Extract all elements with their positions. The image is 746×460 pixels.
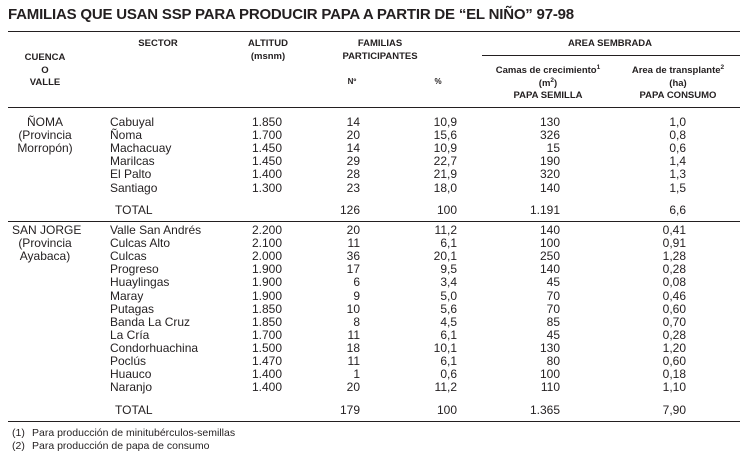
cell-altitud: 2.100 bbox=[251, 236, 282, 251]
cell-familias-n: 8 bbox=[353, 314, 360, 329]
cell-altitud: 1.400 bbox=[251, 380, 282, 395]
cell-sector: La Cría bbox=[110, 327, 150, 342]
cell-familias-n: 36 bbox=[346, 249, 360, 264]
cell-transplante-ha: 1,4 bbox=[669, 154, 686, 169]
cuenca-label: SAN JORGE (Provincia Ayabaca) bbox=[12, 223, 82, 263]
total-transplante-ha: 6,6 bbox=[669, 203, 686, 217]
cell-camas: 320 bbox=[539, 167, 560, 182]
header-altitud: ALTITUD (msnm) bbox=[248, 38, 288, 62]
cell-altitud: 1.400 bbox=[251, 167, 282, 182]
cell-camas: 80 bbox=[546, 354, 560, 368]
cell-sector: Maray bbox=[110, 288, 144, 303]
total-familias-pct: 100 bbox=[436, 203, 457, 217]
cell-transplante-ha: 1,0 bbox=[669, 115, 686, 129]
footnote: (2) Para producción de papa de consumo bbox=[12, 440, 210, 452]
total-familias-pct: 100 bbox=[436, 403, 457, 417]
cell-altitud: 1.850 bbox=[251, 314, 282, 329]
cell-familias-pct: 3,4 bbox=[440, 275, 457, 290]
header-familias: FAMILIAS PARTICIPANTES bbox=[342, 38, 418, 62]
cell-familias-pct: 18,0 bbox=[433, 180, 457, 195]
cell-sector: Condorhuachina bbox=[110, 340, 199, 355]
cell-camas: 100 bbox=[539, 236, 560, 251]
cell-transplante-ha: 1,28 bbox=[662, 249, 686, 264]
cell-sector: Santiago bbox=[110, 180, 158, 195]
header-transplante: Area de transplante$^2$ (ha) PAPA CONSUMO bbox=[631, 64, 725, 101]
cell-camas: 45 bbox=[546, 327, 560, 342]
cell-altitud: 2.000 bbox=[251, 249, 282, 264]
cell-familias-n: 20 bbox=[346, 128, 360, 143]
header-camas: Camas de crecimiento$^1$ $(m^2)$ PAPA SEMILLA bbox=[495, 64, 601, 101]
top-rule bbox=[8, 31, 740, 32]
cell-familias-pct: 22,7 bbox=[433, 154, 457, 169]
cell-familias-n: 28 bbox=[346, 167, 360, 182]
cell-familias-pct: 21,9 bbox=[433, 167, 457, 182]
cell-transplante-ha: 0,28 bbox=[662, 327, 686, 342]
cell-camas: 85 bbox=[546, 314, 560, 329]
header-pct: % bbox=[434, 77, 442, 86]
total-label: TOTAL bbox=[115, 403, 153, 417]
cell-camas: 190 bbox=[539, 154, 560, 169]
cell-camas: 70 bbox=[546, 301, 560, 316]
cell-sector: Naranjo bbox=[110, 380, 153, 395]
cell-altitud: 1.850 bbox=[251, 115, 282, 129]
cell-sector: Progreso bbox=[110, 262, 159, 277]
cell-camas: 140 bbox=[539, 180, 560, 195]
cell-transplante-ha: 0,60 bbox=[662, 301, 686, 316]
header-n: Nº bbox=[347, 77, 357, 86]
cell-altitud: 1.470 bbox=[251, 354, 282, 368]
cell-transplante-ha: 0,18 bbox=[662, 367, 686, 382]
cell-familias-n: 9 bbox=[353, 288, 360, 303]
cell-sector: Ñoma bbox=[110, 128, 143, 143]
cell-transplante-ha: 0,70 bbox=[662, 314, 686, 329]
cell-altitud: 1.300 bbox=[251, 180, 282, 195]
cell-camas: 140 bbox=[539, 262, 560, 277]
header-sector: SECTOR bbox=[138, 38, 178, 49]
cell-familias-n: 10 bbox=[346, 301, 360, 316]
cell-familias-pct: 20,1 bbox=[433, 249, 457, 264]
cell-familias-n: 18 bbox=[346, 340, 360, 355]
cell-familias-n: 23 bbox=[346, 180, 360, 195]
cell-familias-pct: 10,9 bbox=[433, 141, 457, 156]
cell-familias-n: 11 bbox=[347, 236, 360, 251]
cell-altitud: 2.200 bbox=[251, 223, 282, 237]
cell-familias-n: 11 bbox=[347, 327, 360, 342]
cell-sector: Machacuay bbox=[110, 141, 172, 156]
header-cuenca: CUENCA O VALLE bbox=[24, 52, 66, 88]
cell-transplante-ha: 0,41 bbox=[662, 223, 686, 237]
cell-familias-pct: 11,2 bbox=[434, 223, 457, 237]
cell-altitud: 1.400 bbox=[251, 367, 282, 382]
cell-familias-n: 29 bbox=[346, 154, 360, 169]
cell-camas: 140 bbox=[539, 223, 560, 237]
cell-familias-n: 11 bbox=[347, 354, 360, 368]
cell-familias-pct: 15,6 bbox=[433, 128, 457, 143]
cell-sector: Marilcas bbox=[110, 154, 155, 169]
cell-familias-n: 20 bbox=[346, 223, 360, 237]
total-transplante-ha: 7,90 bbox=[662, 403, 686, 417]
total-camas: 1.365 bbox=[529, 403, 560, 417]
cell-sector: El Palto bbox=[110, 167, 152, 182]
cell-sector: Putagas bbox=[110, 301, 155, 316]
area-group-rule bbox=[482, 55, 740, 56]
cell-transplante-ha: 1,3 bbox=[669, 167, 686, 182]
cell-sector: Poclús bbox=[110, 354, 147, 368]
bottom-rule bbox=[8, 421, 740, 422]
cell-familias-pct: 6,1 bbox=[440, 327, 457, 342]
cell-transplante-ha: 0,46 bbox=[662, 288, 686, 303]
cell-familias-pct: 9,5 bbox=[440, 262, 457, 277]
cell-camas: 250 bbox=[539, 249, 560, 264]
mid-rule bbox=[8, 221, 740, 222]
cell-camas: 130 bbox=[539, 340, 560, 355]
cell-familias-pct: 5,6 bbox=[440, 301, 457, 316]
cell-camas: 130 bbox=[539, 115, 560, 129]
cell-altitud: 1.500 bbox=[251, 340, 282, 355]
cell-transplante-ha: 0,28 bbox=[662, 262, 686, 277]
cell-familias-n: 17 bbox=[346, 262, 360, 277]
cell-familias-pct: 6,1 bbox=[440, 354, 457, 368]
cell-sector: Valle San Andrés bbox=[110, 223, 202, 237]
cell-transplante-ha: 1,10 bbox=[662, 380, 686, 395]
cell-altitud: 1.900 bbox=[251, 262, 282, 277]
cell-familias-pct: 10,1 bbox=[433, 340, 457, 355]
cell-transplante-ha: 0,6 bbox=[669, 141, 686, 156]
cell-transplante-ha: 0,60 bbox=[662, 354, 686, 368]
cell-sector: Cabuyal bbox=[110, 115, 155, 129]
cell-sector: Huaylingas bbox=[110, 275, 170, 290]
cell-sector: Culcas bbox=[110, 249, 147, 264]
cell-familias-n: 14 bbox=[346, 115, 360, 129]
cell-transplante-ha: 0,08 bbox=[662, 275, 686, 290]
cell-sector: Huauco bbox=[110, 367, 152, 382]
cell-camas: 15 bbox=[546, 141, 560, 156]
table-title: FAMILIAS QUE USAN SSP PARA PRODUCIR PAPA A PARTIR DE “EL NIÑO” 97-98 bbox=[8, 6, 574, 23]
cell-familias-pct: 4,5 bbox=[440, 314, 457, 329]
cell-altitud: 1.850 bbox=[251, 301, 282, 316]
cell-familias-pct: 6,1 bbox=[440, 236, 457, 251]
cell-sector: Banda La Cruz bbox=[110, 314, 191, 329]
cuenca-label: ÑOMA (Provincia Morropón) bbox=[17, 115, 73, 155]
cell-altitud: 1.450 bbox=[251, 154, 282, 169]
header-rule bbox=[8, 107, 740, 108]
cell-altitud: 1.700 bbox=[251, 128, 282, 143]
cell-camas: 326 bbox=[539, 128, 560, 143]
header-area-sembrada: AREA SEMBRADA bbox=[567, 38, 653, 49]
cell-altitud: 1.900 bbox=[251, 288, 282, 303]
cell-camas: 45 bbox=[546, 275, 560, 290]
cell-transplante-ha: 0,91 bbox=[662, 236, 686, 251]
cell-familias-pct: 5,0 bbox=[440, 288, 457, 303]
footnote: (1) Para producción de minitubérculos-semillas bbox=[12, 427, 236, 439]
total-familias-n: 126 bbox=[339, 203, 360, 217]
cell-familias-n: 6 bbox=[353, 275, 360, 290]
cell-camas: 110 bbox=[540, 380, 560, 395]
cell-camas: 70 bbox=[546, 288, 560, 303]
cell-altitud: 1.900 bbox=[251, 275, 282, 290]
cell-transplante-ha: 0,8 bbox=[669, 128, 686, 143]
cell-familias-pct: 0,6 bbox=[440, 367, 457, 382]
cell-sector: Culcas Alto bbox=[110, 236, 171, 251]
cell-altitud: 1.700 bbox=[251, 327, 282, 342]
cell-transplante-ha: 1,5 bbox=[669, 180, 686, 195]
cell-altitud: 1.450 bbox=[251, 141, 282, 156]
total-familias-n: 179 bbox=[339, 403, 360, 417]
cell-familias-n: 14 bbox=[346, 141, 360, 156]
cell-familias-pct: 11,2 bbox=[434, 380, 457, 395]
cell-transplante-ha: 1,20 bbox=[662, 340, 686, 355]
cell-familias-pct: 10,9 bbox=[433, 115, 457, 129]
total-label: TOTAL bbox=[115, 203, 153, 217]
cell-camas: 100 bbox=[539, 367, 560, 382]
cell-familias-n: 1 bbox=[353, 367, 360, 382]
cell-familias-n: 20 bbox=[346, 380, 360, 395]
total-camas: 1.191 bbox=[529, 203, 560, 217]
